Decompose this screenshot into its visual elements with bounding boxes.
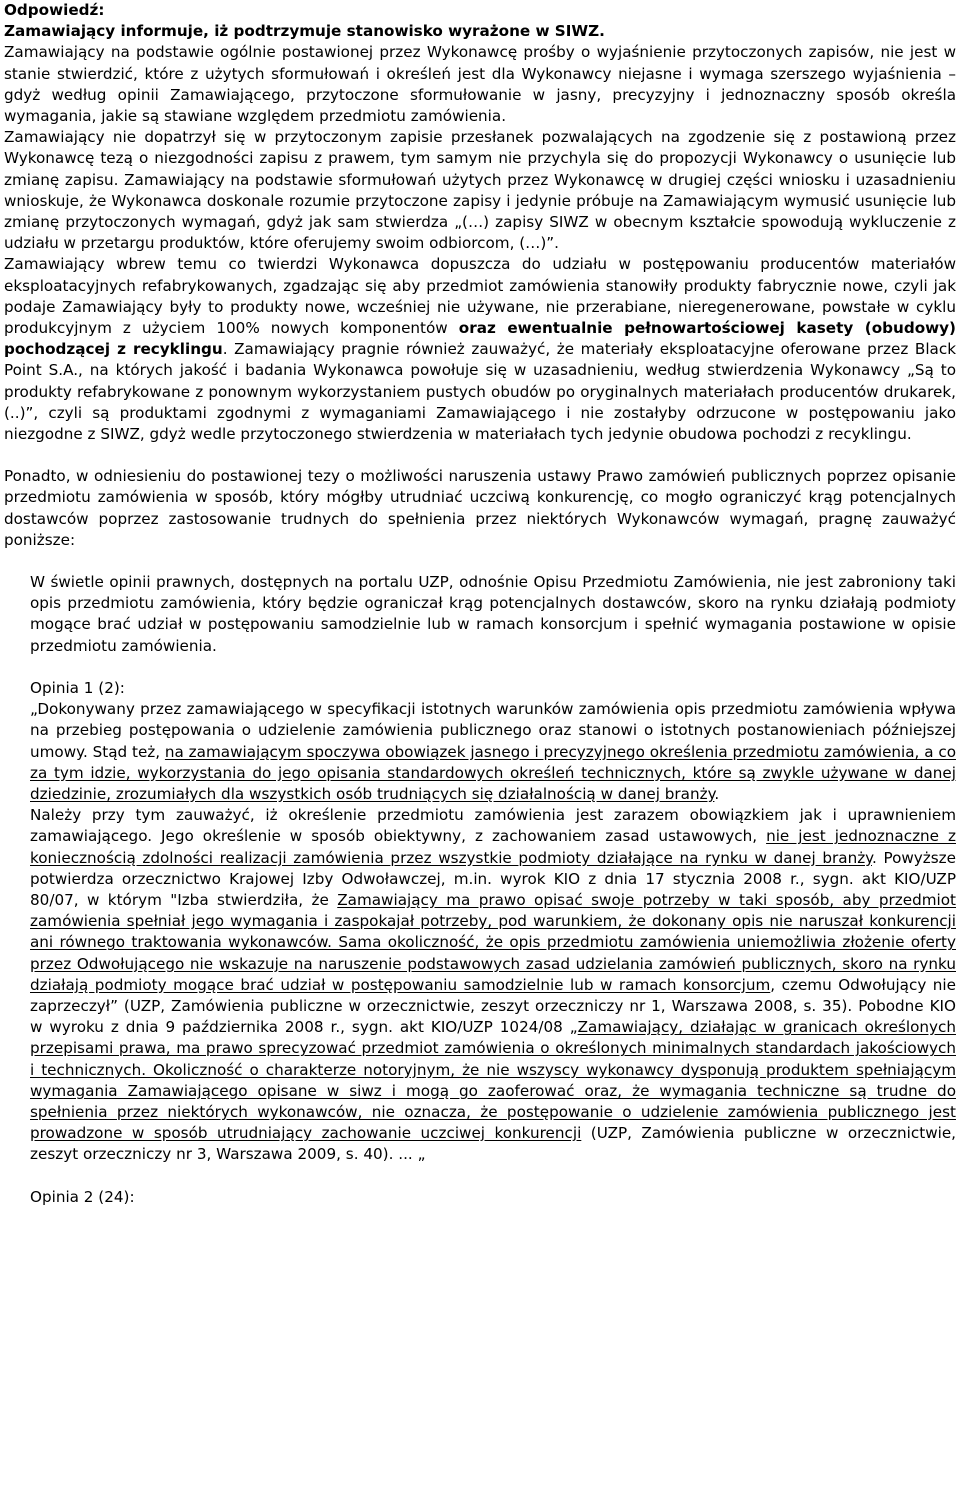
paragraph-4: Ponadto, w odniesieniu do postawionej tezy o możliwości naruszenia ustawy Prawo zamówień publicznych poprzez opisanie przedmiotu zamówienia w sposób, który mógłby utrudniać uczciwą konkurencję, co mogło ograniczyć krąg potencjalnych dostawców poprzez zastosowanie trudnych do spełnienia przez niektórych Wykonawców wymagań, pragnę zauważyć poniższe: xyxy=(4,467,956,549)
opinion-1-text-d: . Powyższe potwierdza orzecznictwo Krajowej Izby Odwoławczej, m.in. wyrok KIO z dnia 17 stycznia 2008 r., sygn. akt KIO/UZP 80/07, w którym "Izba stwierdziła, że xyxy=(30,848,956,909)
paragraph-5: W świetle opinii prawnych, dostępnych na portalu UZP, odnośnie Opisu Przedmiotu Zamówienia, nie jest zabroniony taki opis przedmiotu zamówienia, który będzie ograniczał krąg potencjalnych dostawców, skoro na rynku działają podmioty mogące brać udział w postępowaniu samodzielnie lub w ramach konsorcjum i spełnić wymagania postawione w opisie przedmiotu zamówienia. xyxy=(30,573,956,655)
opinion-1-text-a: „Dokonywany przez zamawiającego w specyfikacji istotnych warunków zamówienia opis przedmiotu zamówienia wpływa na przebieg postępowania o udzielenie zamówienia publicznego oraz stanowi o istotnych postanowieniach późniejszej umowy. Stąd też, xyxy=(30,700,956,761)
spacer xyxy=(4,657,956,678)
paragraph-2: Zamawiający nie dopatrzył się w przytoczonym zapisie przesłanek pozwalających na zgodzenie się z postawioną przez Wykonawcę tezą o niezgodności zapisu z prawem, tym samym nie przychyla się do propozycji Wykonawcy o usunięcie lub zmianę zapisu. Zamawiający na podstawie sformułowań użytych przez Wykonawcę w drugiej części wniosku i uzasadnieniu wnioskuje, że Wykonawca doskonale rozumie przytoczone zapisy i jedynie próbuje na Zamawiającym wymusić usunięcie lub zmianę przytoczonych wymagań, gdyż jak sam stwierdza „(…) zapisy SIWZ w obecnym kształcie spowodują wykluczenie z udziału w przetargu produktów, które oferujemy swoim odbiorcom, (…)”. xyxy=(4,128,956,253)
spacer xyxy=(4,551,956,572)
opinion-1-underlined-1: na zamawiającym spoczywa obowiązek jasnego i precyzyjnego określenia przedmiotu zamówienia, a co za tym idzie, wykorzystania do jego opisania standardowych określeń technicznych, które są zwykle używane w danej dziedzinie, zrozumiałych dla wszystkich osób trudniących się działalnością w danej branży xyxy=(30,742,956,803)
opinion-1-underlined-4: Zamawiający, działając w granicach określonych przepisami prawa, ma prawo sprecyzować przedmiot zamówienia o określonych minimalnych standardach jakościowych i technicznych. Okoliczność o charakterze notoryjnym, że nie wszyscy wykonawcy dysponują produktem spełniającym wymagania Zamawiającego opisane w siwz i mogą go zaoferować oraz, że wymagania techniczne są trudne do spełnienia przez niektórych wykonawców, nie oznacza, że postępowanie o udzielenie zamówienia publicznego jest prowadzone w sposób utrudniający zachowanie uczciwej konkurencji xyxy=(30,1018,956,1143)
opinion-1-quote xyxy=(30,699,956,805)
opinion-1-continuation xyxy=(30,805,956,1165)
opinion-1-text-c: Należy przy tym zauważyć, iż określenie przedmiotu zamówienia jest zarazem obowiązkiem jak i uprawnieniem zamawiającego. Jego określenie w sposób obiektywny, z zachowaniem zasad ustawowych, xyxy=(30,806,956,846)
opinion-1-underlined-3: Zamawiający ma prawo opisać swoje potrzeby w taki sposób, aby przedmiot zamówienia spełniał jego wymagania i zaspokajał potrzeby, pod warunkiem, że dokonany opis nie naruszał konkurencji ani równego traktowania wykonawców. Sama okoliczność, że opis przedmiotu zamówienia uniemożliwia złożenie oferty przez Odwołującego nie wskazuje na naruszenie podstawowych zasad udzielania zamówień publicznych, skoro na rynku działają podmioty mogące brać udział w postępowaniu samodzielnie lub w ramach konsorcjum xyxy=(30,890,956,994)
paragraph-3-text-a: Zamawiający wbrew temu co twierdzi Wykonawca dopuszcza do udziału w postępowaniu producentów materiałów eksploatacyjnych refabrykowanych, zgadzając się aby przedmiot zamówienia stanowiły produkty fabrycznie nowe, czyli jak podaje Zamawiający były to produkty nowe, wcześniej nie używane, nie przerabiane, nieregenerowane, powstałe w cyklu produkcyjnym z użyciem 100% nowych komponentów xyxy=(4,255,956,338)
opinion-1-text-f: (UZP, Zamówienia publiczne w orzecznictwie, zeszyt orzeczniczy nr 3, Warszawa 2009, s. 40). ... „ xyxy=(30,1124,957,1164)
answer-heading: Odpowiedź: xyxy=(4,1,105,19)
spacer xyxy=(4,1166,956,1187)
paragraph-3-bold: oraz ewentualnie pełnowartościowej kasety (obudowy) pochodzącej z recyklingu xyxy=(4,319,956,359)
answer-statement: Zamawiający informuje, iż podtrzymuje stanowisko wyrażone w SIWZ. xyxy=(4,22,605,41)
opinion-1-text-b: . xyxy=(714,784,720,803)
spacer xyxy=(4,445,956,466)
opinion-2-title: Opinia 2 (24): xyxy=(30,1187,135,1206)
opinion-1-text-e: , czemu Odwołujący nie zaprzeczył” (UZP, Zamówienia publiczne w orzecznictwie, zeszyt orzeczniczy nr 1, Warszawa 2008, s. 35). Pobodne KIO w wyroku z dnia 9 października 2008 r., sygn. akt KIO/UZP 1024/08 „ xyxy=(30,975,956,1037)
paragraph-3-text-b: . Zamawiający pragnie również zauważyć, że materiały eksploatacyjne oferowane przez Black Point S.A., na których jakość i badania Wykonawca powołuje się w uzasadnieniu, według stwierdzenia Wykonawcy „Są to produkty refabrykowane z ponownym wykorzystaniem pustych obudów po oryginalnych materiałach producentów drukarek, (..)”, czyli są produktami zgodnymi z wymaganiami Zamawiającego i nie zostałyby odrzucone w postępowaniu jako niezgodne z SIWZ, gdyż wedle przytoczonego stwierdzenia w materiałach tych jedynie obudowa pochodzi z recyklingu. xyxy=(4,340,957,444)
opinion-1-underlined-2: nie jest jednoznaczne z koniecznością zdolności realizacji zamówienia przez wszystkie podmioty działające na rynku w danej branży xyxy=(30,827,956,867)
paragraph-1: Zamawiający na podstawie ogólnie postawionej przez Wykonawcę prośby o wyjaśnienie przytoczonych zapisów, nie jest w stanie stwierdzić, które z użytych sformułowań i określeń jest dla Wykonawcy niejasne i wymaga szerszego wyjaśnienia – gdyż według opinii Zamawiającego, przytoczone sformułowanie w jasny, precyzyjny i jednoznaczny sposób określa wymagania, jakie są stawiane względem przedmiotu zamówienia. xyxy=(4,43,956,126)
opinion-1-title: Opinia 1 (2): xyxy=(30,678,125,697)
paragraph-3 xyxy=(4,254,956,445)
